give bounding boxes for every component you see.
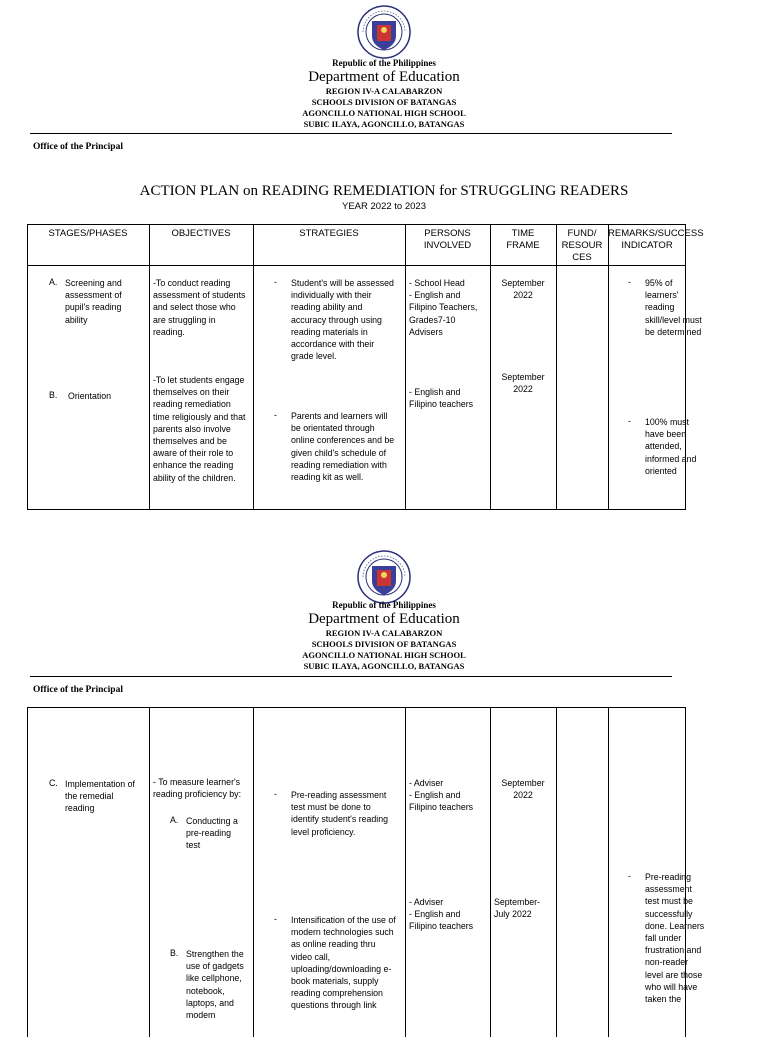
text-line: Filipino teachers bbox=[409, 921, 474, 932]
header-line: FUND/ bbox=[567, 228, 597, 239]
text-line: assessment bbox=[645, 884, 692, 895]
text-line: Parents and learners will bbox=[291, 411, 388, 421]
text-line: - English and bbox=[409, 387, 461, 397]
text-line: July 2022 bbox=[494, 909, 532, 920]
stage-a-text bbox=[65, 277, 147, 326]
col-divider bbox=[556, 707, 557, 1037]
text-line: Orientation bbox=[68, 391, 112, 401]
remarks-c bbox=[645, 871, 705, 1005]
text-line: reading ability and bbox=[291, 302, 363, 313]
text-line: accuracy through using bbox=[291, 314, 382, 325]
text-line: frustration and bbox=[645, 945, 702, 956]
text-line: - English and bbox=[409, 909, 461, 920]
text-line: be orientated through bbox=[291, 423, 375, 434]
text-line: assessment of students bbox=[153, 290, 246, 301]
text-line: Pre-reading bbox=[645, 872, 691, 882]
text-line: test bbox=[186, 840, 201, 851]
remarks-b bbox=[645, 416, 697, 477]
text-line: book materials, supply bbox=[291, 976, 379, 987]
col-divider bbox=[405, 224, 406, 510]
text-line: oriented bbox=[645, 465, 677, 476]
address-label: SUBIC ILAYA, AGONCILLO, BATANGAS bbox=[303, 661, 465, 671]
text-line: reading materials in bbox=[291, 326, 368, 337]
col-divider bbox=[608, 224, 609, 510]
text-line: like cellphone, bbox=[186, 973, 242, 984]
header-line: FRAME bbox=[506, 240, 540, 251]
text-line: individually with their bbox=[291, 290, 372, 301]
text-line: Pre-reading assessment bbox=[291, 790, 387, 800]
text-line: non-reader bbox=[645, 957, 689, 968]
header-line: REMARKS/SUCCESS bbox=[608, 228, 704, 239]
col-divider bbox=[556, 224, 557, 510]
text-line: reading kit as well. bbox=[291, 472, 364, 483]
stage-b-marker: B. bbox=[49, 390, 58, 400]
text-line: 100% must bbox=[645, 417, 690, 427]
text-line: use of gadgets bbox=[186, 961, 244, 972]
text-line: Filipino teachers bbox=[409, 802, 474, 813]
bullet-dash: - bbox=[274, 277, 277, 287]
text-line: - School Head bbox=[409, 278, 465, 288]
department-title: Department of Education bbox=[308, 69, 460, 85]
strategy-a bbox=[291, 277, 405, 362]
text-line: themselves and be bbox=[153, 436, 227, 447]
bullet-dash: - bbox=[628, 871, 631, 881]
text-line: September bbox=[501, 372, 545, 382]
text-line: September bbox=[501, 778, 545, 788]
bullet-dash: - bbox=[274, 410, 277, 420]
text-line: fall under bbox=[645, 933, 682, 944]
remarks-a bbox=[645, 277, 702, 338]
division-label: SCHOOLS DIVISION OF BATANGAS bbox=[311, 97, 457, 107]
text-line: the remedial bbox=[65, 791, 114, 802]
text-line: learners' bbox=[645, 290, 679, 301]
col-divider bbox=[253, 224, 254, 510]
text-line: 2022 bbox=[513, 790, 533, 801]
persons-b bbox=[409, 386, 491, 410]
text-line: -To let students engage bbox=[153, 375, 245, 385]
text-line: enhance the reading bbox=[153, 460, 234, 471]
objective-a bbox=[186, 815, 252, 852]
text-line: attended, bbox=[645, 441, 682, 452]
document-title: ACTION PLAN on READING REMEDIATION for STRUGGLING READERS bbox=[139, 183, 629, 199]
region-label: REGION IV-A CALABARZON bbox=[325, 86, 443, 96]
text-line: reading remediation bbox=[153, 399, 231, 410]
text-line: - English and bbox=[409, 790, 461, 801]
persons-a bbox=[409, 277, 491, 338]
column-header-remarks bbox=[608, 228, 704, 252]
text-line: level proficiency. bbox=[291, 826, 356, 837]
text-line: - English and bbox=[409, 290, 461, 301]
objective-a bbox=[153, 277, 253, 338]
text-line: skill/level must bbox=[645, 314, 702, 325]
text-line: parents also involve bbox=[153, 423, 231, 434]
text-line: 2022 bbox=[513, 290, 533, 301]
text-line: be determined bbox=[645, 326, 702, 337]
text-line: video call, bbox=[291, 951, 331, 962]
text-line: Grades7-10 bbox=[409, 314, 456, 325]
time-b bbox=[490, 371, 556, 395]
text-line: September- bbox=[494, 897, 540, 907]
col-divider bbox=[405, 707, 406, 1037]
text-line: Conducting a bbox=[186, 816, 238, 826]
text-line: Advisers bbox=[409, 326, 443, 337]
text-line: level are those bbox=[645, 969, 703, 980]
text-line: 2022 bbox=[513, 384, 533, 395]
header-line: INVOLVED bbox=[423, 240, 472, 251]
republic-label: Republic of the Philippines bbox=[332, 600, 436, 610]
text-line: ability bbox=[65, 314, 88, 325]
time-c-b bbox=[494, 896, 556, 920]
bullet-dash: - bbox=[274, 789, 277, 799]
strategy-c-b bbox=[291, 914, 405, 1012]
text-line: modern technologies such bbox=[291, 927, 394, 938]
text-line: Screening and bbox=[65, 278, 122, 288]
text-line: themselves on their bbox=[153, 387, 230, 398]
text-line: done. Learners bbox=[645, 920, 705, 931]
document-year: YEAR 2022 to 2023 bbox=[342, 201, 426, 212]
header-line: INDICATOR bbox=[621, 240, 673, 251]
objective-b bbox=[153, 374, 253, 484]
text-line: notebook, bbox=[186, 985, 225, 996]
text-line: 95% of bbox=[645, 278, 673, 288]
text-line: test must be done to bbox=[291, 802, 371, 813]
text-line: modem bbox=[186, 1010, 216, 1021]
bullet-dash: - bbox=[274, 914, 277, 924]
column-header-persons bbox=[405, 228, 490, 252]
persons-c-a bbox=[409, 777, 491, 814]
stage-c-marker: C. bbox=[49, 778, 58, 788]
header-line: TIME bbox=[511, 228, 535, 239]
text-line: time religiously and that bbox=[153, 411, 246, 422]
text-line: uploading/downloading e- bbox=[291, 963, 392, 974]
deped-seal-logo bbox=[357, 5, 411, 59]
text-line: Filipino teachers bbox=[409, 399, 474, 410]
text-line: Implementation of bbox=[65, 779, 135, 789]
col-divider bbox=[149, 707, 150, 1037]
school-label: AGONCILLO NATIONAL HIGH SCHOOL bbox=[302, 650, 466, 660]
text-line: Strengthen the bbox=[186, 949, 244, 959]
text-line: laptops, and bbox=[186, 997, 234, 1008]
persons-c-b bbox=[409, 896, 491, 933]
col-divider bbox=[608, 707, 609, 1037]
stage-c-text bbox=[65, 778, 149, 815]
text-line: informed and bbox=[645, 453, 697, 464]
time-a bbox=[490, 277, 556, 301]
text-line: pre-reading bbox=[186, 828, 231, 839]
header-line: CES bbox=[572, 252, 592, 263]
stage-b-text bbox=[68, 390, 148, 402]
republic-label: Republic of the Philippines bbox=[332, 58, 436, 68]
text-line: and select those who bbox=[153, 302, 236, 313]
text-line: accordance with their bbox=[291, 339, 375, 350]
text-line: ability of the children. bbox=[153, 472, 236, 483]
text-line: taken the bbox=[645, 994, 682, 1005]
column-header-fund bbox=[556, 228, 608, 264]
text-line: - Adviser bbox=[409, 778, 444, 788]
column-header-strategies: STRATEGIES bbox=[299, 228, 359, 239]
column-header-stages: STAGES/PHASES bbox=[48, 228, 128, 239]
division-label: SCHOOLS DIVISION OF BATANGAS bbox=[311, 639, 457, 649]
strategy-c-a bbox=[291, 789, 405, 838]
col-divider bbox=[149, 224, 150, 510]
text-line: aware of their role to bbox=[153, 448, 234, 459]
header-line: RESOUR bbox=[561, 240, 603, 251]
text-line: online conferences and be bbox=[291, 435, 395, 446]
col-divider bbox=[490, 224, 491, 510]
text-line: are struggling in bbox=[153, 314, 216, 325]
text-line: reading bbox=[65, 803, 95, 814]
text-line: -To conduct reading bbox=[153, 278, 231, 288]
text-line: assessment of bbox=[65, 290, 122, 301]
text-line: have been bbox=[645, 429, 687, 440]
col-divider bbox=[490, 707, 491, 1037]
column-header-objectives: OBJECTIVES bbox=[171, 228, 231, 239]
objective-b-marker: B. bbox=[170, 948, 179, 958]
text-line: reading proficiency by: bbox=[153, 789, 242, 800]
header-rule bbox=[30, 133, 672, 134]
office-label: Office of the Principal bbox=[33, 142, 123, 152]
text-line: Intensification of the use of bbox=[291, 915, 396, 925]
region-label: REGION IV-A CALABARZON bbox=[325, 628, 443, 638]
text-line: given child's schedule of bbox=[291, 447, 387, 458]
text-line: reading bbox=[645, 302, 675, 313]
header-rule bbox=[30, 676, 672, 677]
text-line: test must be bbox=[645, 896, 693, 907]
bullet-dash: - bbox=[628, 277, 631, 287]
text-line: - Adviser bbox=[409, 897, 444, 907]
text-line: - To measure learner's bbox=[153, 777, 241, 787]
header-line: PERSONS bbox=[424, 228, 471, 239]
text-line: reading comprehension bbox=[291, 988, 383, 999]
text-line: grade level. bbox=[291, 351, 337, 362]
text-line: Student's will be assessed bbox=[291, 278, 394, 288]
text-line: reading. bbox=[153, 326, 185, 337]
text-line: reading remediation with bbox=[291, 459, 387, 470]
column-header-time bbox=[490, 228, 556, 252]
address-label: SUBIC ILAYA, AGONCILLO, BATANGAS bbox=[303, 119, 465, 129]
objective-b bbox=[186, 948, 252, 1021]
text-line: September bbox=[501, 278, 545, 288]
department-title: Department of Education bbox=[308, 611, 460, 627]
text-line: identify student's reading bbox=[291, 814, 389, 825]
text-line: successfully bbox=[645, 908, 693, 919]
stage-a-marker: A. bbox=[49, 277, 58, 287]
school-label: AGONCILLO NATIONAL HIGH SCHOOL bbox=[302, 108, 466, 118]
objective-intro bbox=[153, 776, 253, 800]
strategy-b bbox=[291, 410, 405, 483]
col-divider bbox=[253, 707, 254, 1037]
text-line: as online reading thru bbox=[291, 939, 376, 950]
text-line: pupil's reading bbox=[65, 302, 122, 313]
bullet-dash: - bbox=[628, 416, 631, 426]
text-line: questions through link bbox=[291, 1000, 377, 1011]
text-line: who will have bbox=[645, 981, 698, 992]
text-line: Filipino Teachers, bbox=[409, 302, 478, 313]
table-header-divider bbox=[27, 265, 686, 266]
objective-a-marker: A. bbox=[170, 815, 179, 825]
time-c-a bbox=[490, 777, 556, 801]
office-label: Office of the Principal bbox=[33, 685, 123, 695]
deped-seal-logo bbox=[357, 550, 411, 604]
